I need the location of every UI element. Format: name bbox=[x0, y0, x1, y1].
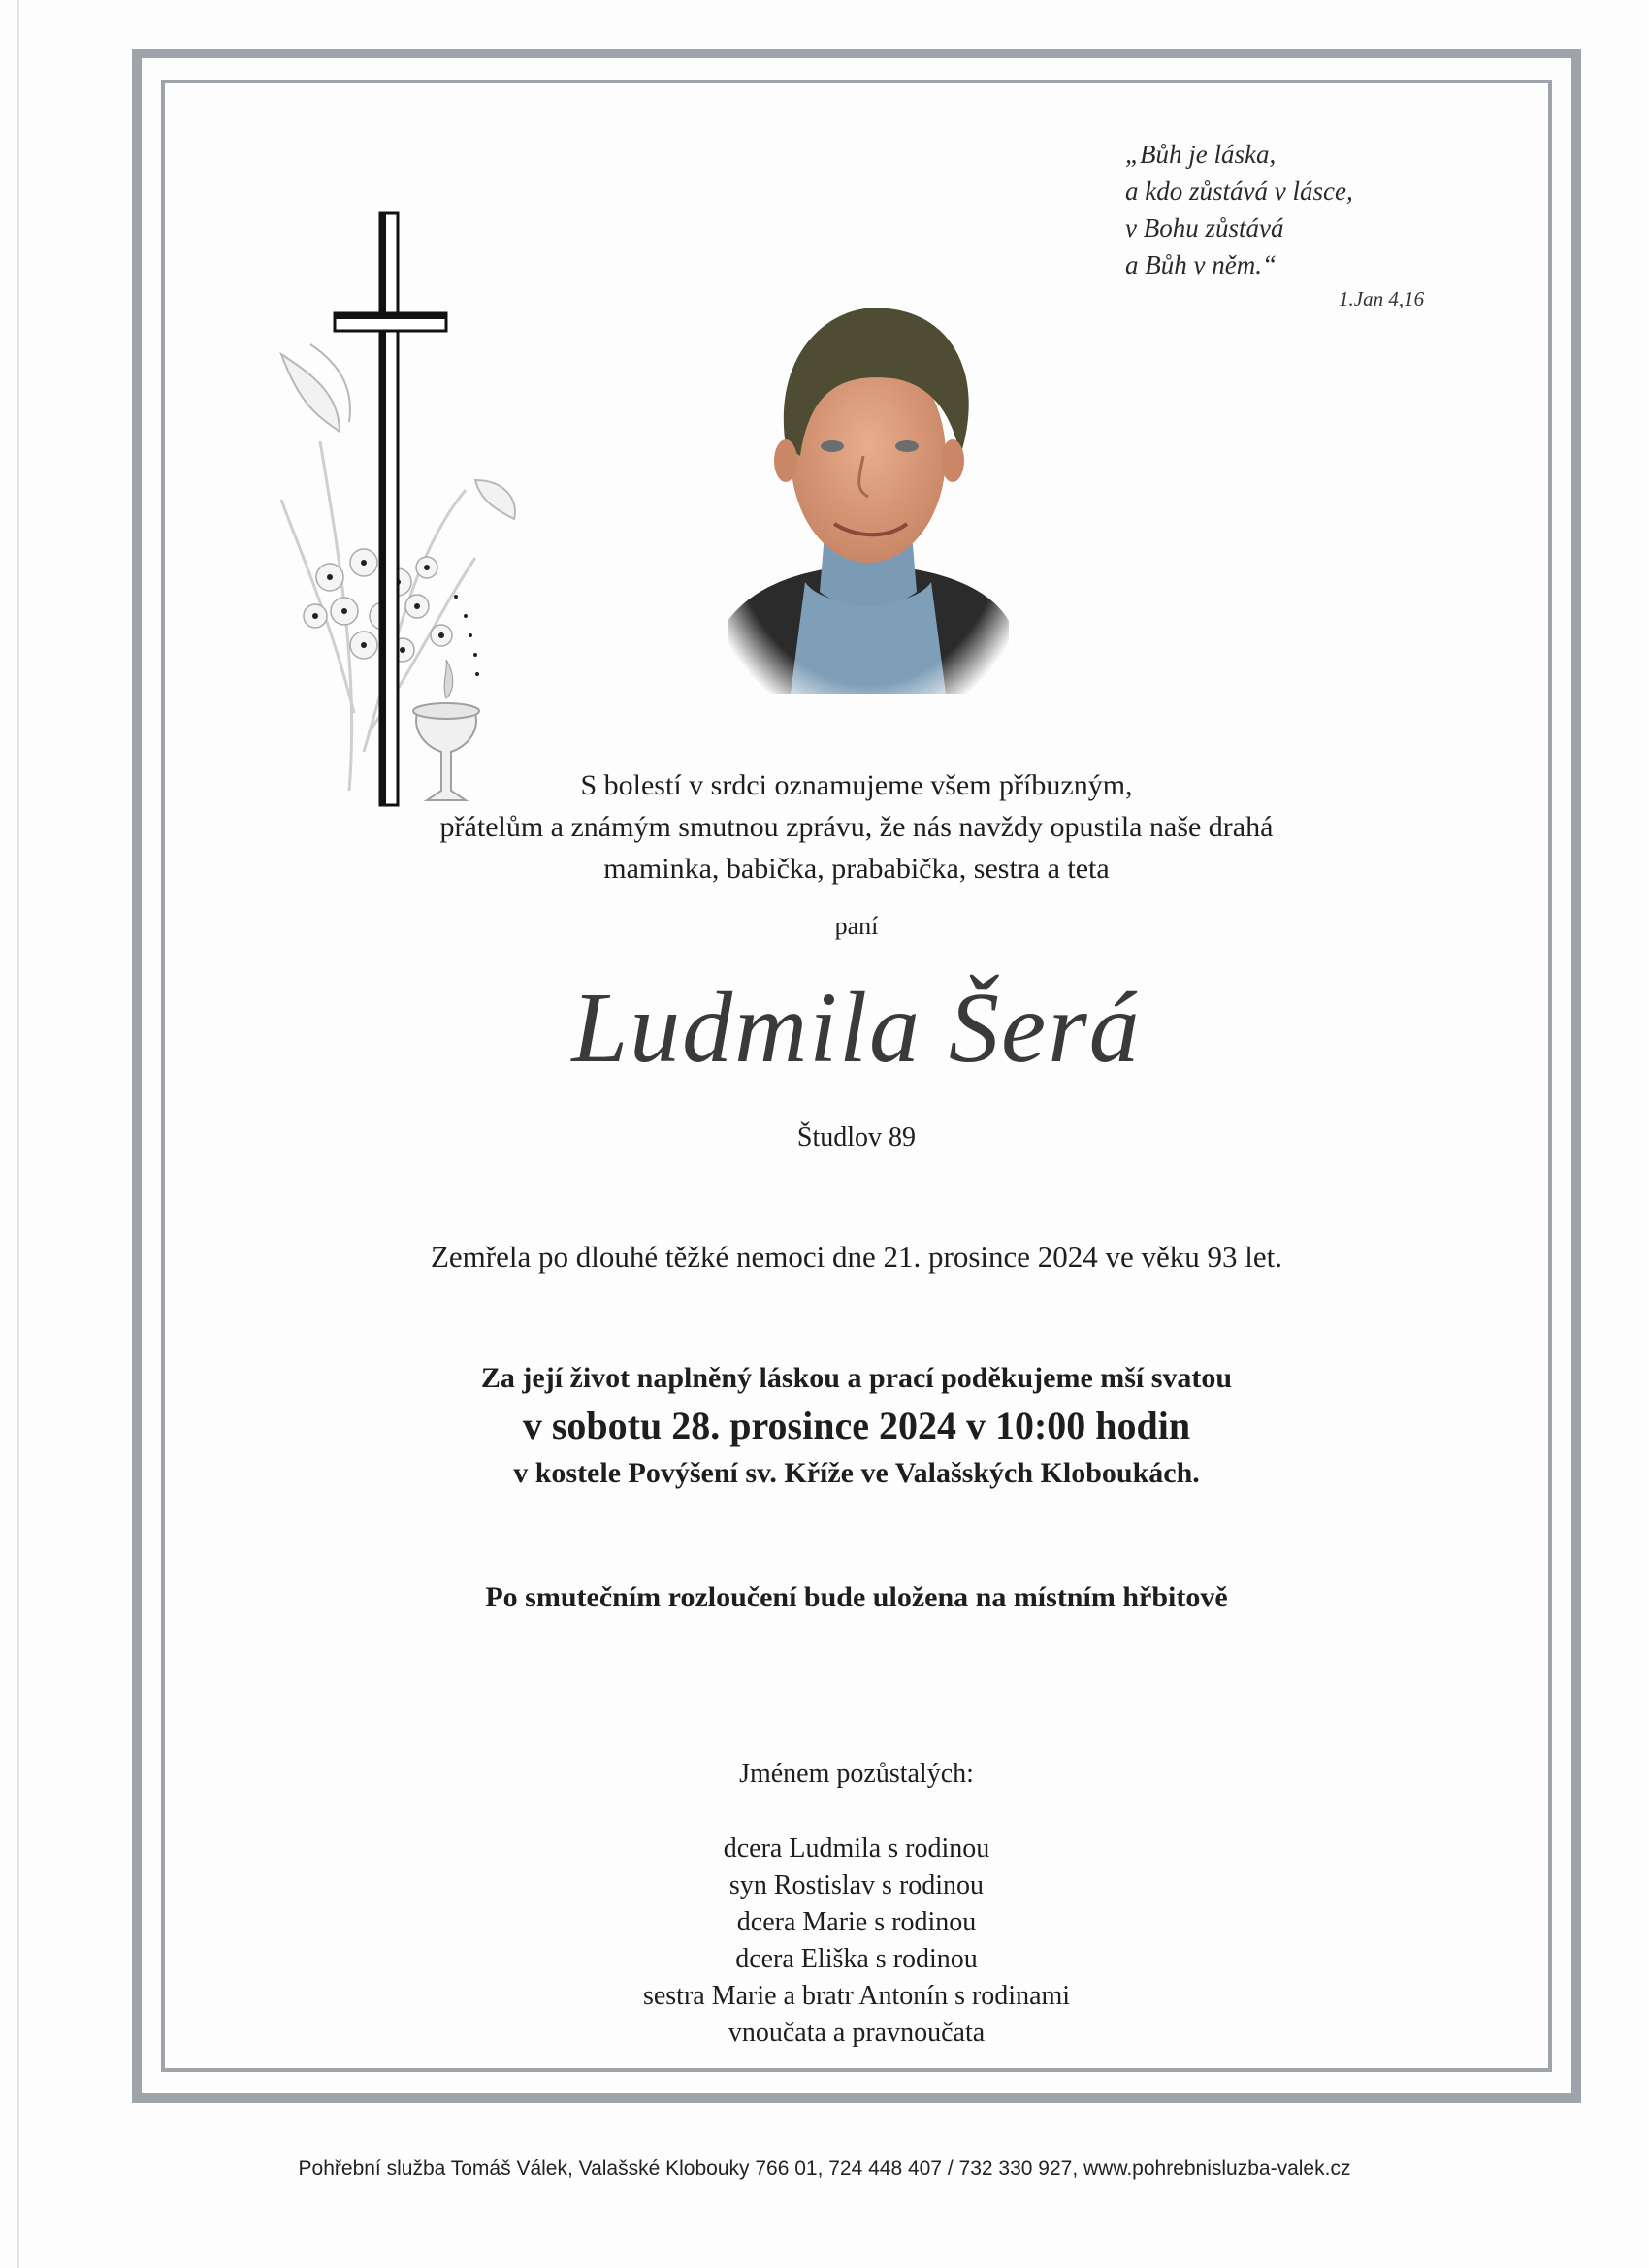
deceased-address: Študlov 89 bbox=[796, 1122, 917, 1152]
deceased-name: Ludmila Šerá bbox=[571, 972, 1142, 1084]
mourners-list bbox=[161, 1831, 1552, 2052]
verse-line: a Bůh v něm.“ bbox=[1125, 250, 1277, 279]
mourner-item: dcera Marie s rodinou bbox=[736, 1907, 977, 1937]
mourner-item: dcera Ludmila s rodinou bbox=[723, 1833, 990, 1863]
mass-datetime: v sobotu 28. prosince 2024 v 10:00 hodin bbox=[522, 1404, 1191, 1447]
cross-with-lilies-icon bbox=[272, 209, 582, 820]
burial-notice: Po smutečním rozloučení bude uložena na místním hřbitově bbox=[485, 1581, 1228, 1613]
bible-verse bbox=[1125, 136, 1353, 283]
mourner-item: dcera Eliška s rodinou bbox=[735, 1944, 978, 1974]
mourner-item: sestra Marie a bratr Antonín s rodinami bbox=[642, 1981, 1071, 2011]
verse-reference: 1.Jan 4,16 bbox=[1339, 287, 1425, 310]
announcement-line: S bolestí v srdci oznamujeme všem příbuzným, bbox=[580, 769, 1133, 801]
mourner-item: vnoučata a pravnoučata bbox=[728, 2018, 986, 2048]
mass-intro: Za její život naplněný láskou a prací poděkujeme mší svatou bbox=[480, 1362, 1233, 1394]
verse-line: a kdo zůstává v lásce, bbox=[1125, 177, 1353, 206]
verse-line: v Bohu zůstává bbox=[1125, 213, 1284, 243]
mass-location: v kostele Povýšení sv. Kříže ve Valašských Kloboukách. bbox=[513, 1457, 1200, 1489]
funeral-service-footer: Pohřební služba Tomáš Válek, Valašské Klobouky 766 01, 724 448 407 / 732 330 927, www.pohrebnisluzba-valek.cz bbox=[298, 2157, 1351, 2180]
death-notice: Zemřela po dlouhé těžké nemoci dne 21. prosince 2024 ve věku 93 let. bbox=[430, 1240, 1283, 1274]
honorific: paní bbox=[834, 912, 879, 940]
announcement-line: přátelům a známým smutnou zprávu, že nás navždy opustila naše drahá bbox=[439, 811, 1274, 843]
portrait-photo bbox=[718, 291, 1018, 694]
announcement-line: maminka, babička, prababička, sestra a teta bbox=[603, 853, 1110, 885]
verse-line: „Bůh je láska, bbox=[1125, 140, 1277, 169]
announcement-text bbox=[161, 764, 1552, 890]
mourner-item: syn Rostislav s rodinou bbox=[728, 1870, 985, 1900]
mourners-title: Jménem pozůstalých: bbox=[739, 1759, 974, 1789]
page-edge bbox=[17, 0, 19, 2268]
